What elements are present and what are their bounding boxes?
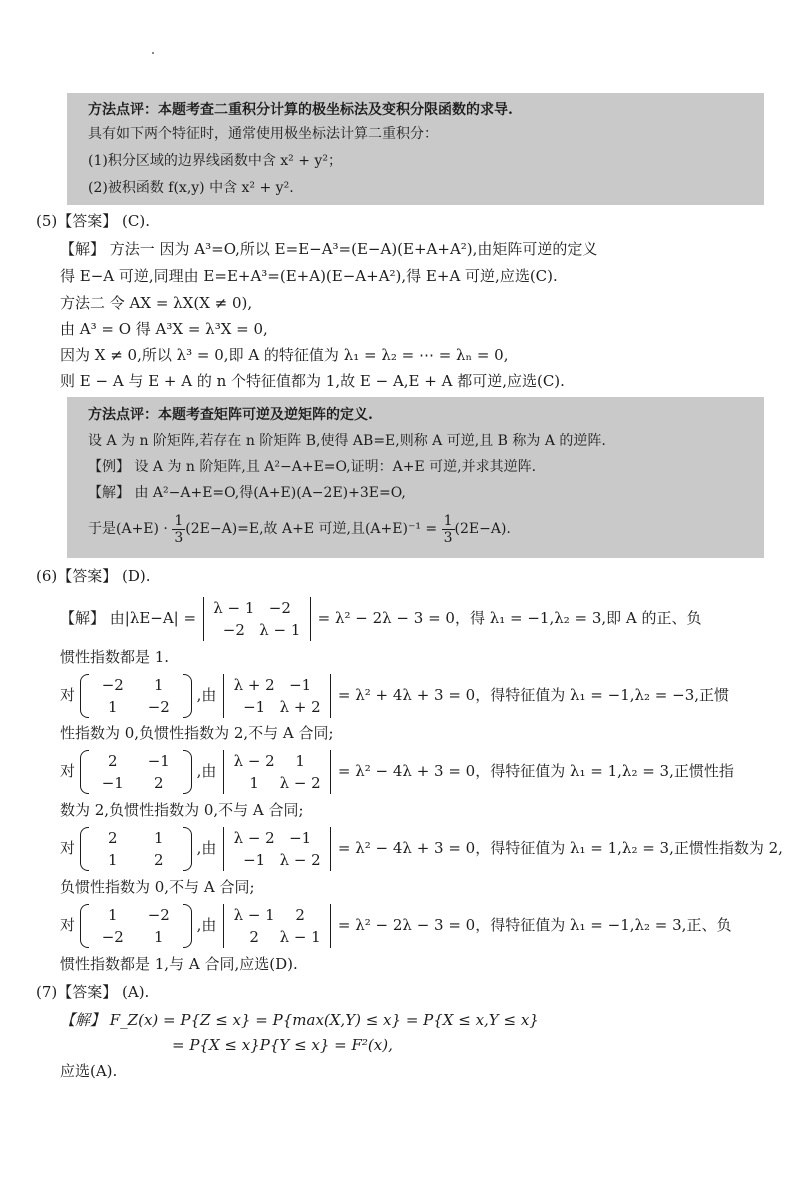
matrix-cell-0-0: 2 (108, 752, 118, 770)
matrix-cell-1-1: 2 (154, 774, 164, 792)
q6-answer: (6)【答案】 (D). (36, 567, 151, 585)
matrix-case2 (80, 750, 192, 794)
box2-example: 【例】 设 A 为 n 阶矩阵,且 A²−A+E=O,证明：A+E 可逆,并求其逆阵. (88, 459, 537, 475)
q5-line6: 则 E − A 与 E + A 的 n 个特征值都为 1,故 E − A,E + A 都可逆,应选(C). (60, 372, 565, 390)
matrix-cell-1-1: 1 (154, 928, 164, 946)
matrix-cell-0-0: λ − 1 (233, 906, 275, 924)
box2-line5 (88, 512, 511, 546)
case2 (60, 750, 734, 794)
det-case2 (221, 750, 333, 794)
box2-line5-a: 于是(A+E) · (88, 521, 173, 537)
case3-text: = λ² − 4λ + 3 = 0，得特征值为 λ₁ = 1,λ₂ = 3,正惯性指数为 2, (337, 839, 783, 857)
box2-solution: 【解】 由 A²−A+E=O,得(A+E)(A−2E)+3E=O, (88, 485, 406, 501)
case1 (60, 674, 729, 718)
fraction-one-third-2 (442, 513, 455, 546)
matrix-cell-1-1: λ − 1 (259, 621, 301, 639)
fraction-one-third (172, 513, 185, 546)
matrix-row-0 (231, 904, 323, 926)
matrix-row-1 (231, 849, 323, 871)
case3-dui: 对 (60, 839, 76, 857)
q6-line1 (60, 597, 702, 641)
matrix-cell-0-1: 1 (154, 676, 164, 694)
matrix-row-1 (90, 772, 182, 794)
matrix-cell-0-1: 2 (295, 906, 305, 924)
matrix-cell-1-0: −1 (243, 851, 266, 869)
matrix-cell-0-1: −2 (147, 906, 170, 924)
case4 (60, 904, 731, 948)
matrix-cell-0-0: λ − 2 (233, 752, 275, 770)
det-case3 (221, 827, 333, 871)
matrix-cell-0-0: λ − 1 (213, 599, 255, 617)
matrix-cell-0-0: 2 (108, 829, 118, 847)
q6-line2: 惯性指数都是 1. (60, 648, 170, 666)
box2-title: 方法点评：本题考查矩阵可逆及逆矩阵的定义. (88, 407, 373, 423)
q5-line5: 因为 X ≠ 0,所以 λ³ = 0,即 A 的特征值为 λ₁ = λ₂ = ⋯ = λₙ = 0, (60, 346, 509, 364)
frac-den-2: 3 (443, 529, 453, 546)
matrix-cell-1-0: 2 (249, 928, 259, 946)
matrix-row-0 (90, 904, 182, 926)
case1-text: = λ² + 4λ + 3 = 0，得特征值为 λ₁ = −1,λ₂ = −3,正惯 (337, 686, 730, 704)
matrix-cell-0-1: −1 (289, 676, 312, 694)
q7-line2: = P{X ≤ x}P{Y ≤ x} = F²(x), (172, 1036, 393, 1054)
box2-line5-b: (2E−A)=E,故 A+E 可逆,且(A+E)⁻¹ = (185, 521, 442, 537)
q6-line1-a: 【解】 由|λE−A| = (60, 609, 197, 627)
case2-text: = λ² − 4λ + 3 = 0，得特征值为 λ₁ = 1,λ₂ = 3,正惯性指 (337, 762, 734, 780)
matrix-cell-1-0: −1 (101, 774, 124, 792)
matrix-cell-0-1: −1 (289, 829, 312, 847)
box2-line5-c: (2E−A). (454, 521, 511, 537)
case3-you: ,由 (196, 839, 217, 857)
matrix-cell-1-1: λ − 2 (279, 851, 321, 869)
matrix-cell-1-0: 1 (108, 698, 118, 716)
matrix-row-1 (90, 926, 182, 948)
matrix-cell-1-0: 1 (249, 774, 259, 792)
matrix-row-1 (211, 619, 303, 641)
frac-num-2: 1 (443, 512, 453, 529)
box1-line3: (1)积分区域的边界线函数中含 x² + y²； (88, 153, 342, 169)
q6-line1-b: = λ² − 2λ − 3 = 0，得 λ₁ = −1,λ₂ = 3,即 A 的正、负 (317, 609, 702, 627)
matrix-row-0 (90, 750, 182, 772)
matrix-case4 (80, 904, 192, 948)
matrix-cell-0-1: 1 (154, 829, 164, 847)
frac-num: 1 (174, 512, 184, 529)
matrix-case1 (80, 674, 192, 718)
matrix-row-1 (231, 926, 323, 948)
matrix-cell-1-0: 1 (108, 851, 118, 869)
matrix-row-1 (231, 772, 323, 794)
matrix-cell-1-0: −1 (243, 698, 266, 716)
case2-dui: 对 (60, 762, 76, 780)
matrix-row-0 (90, 674, 182, 696)
matrix-cell-1-0: −2 (222, 621, 245, 639)
det-case1 (221, 674, 333, 718)
case4-you: ,由 (196, 916, 217, 934)
matrix-cell-0-1: 1 (295, 752, 305, 770)
case4-text: = λ² − 2λ − 3 = 0，得特征值为 λ₁ = −1,λ₂ = 3,正、负 (337, 916, 732, 934)
matrix-cell-1-1: λ − 2 (279, 774, 321, 792)
matrix-cell-0-0: λ − 2 (233, 829, 275, 847)
q5-line2: 得 E−A 可逆,同理由 E=E+A³=(E+A)(E−A+A²),得 E+A 可逆,应选(C). (60, 267, 558, 285)
matrix-cell-0-0: −2 (101, 676, 124, 694)
case3-next: 负惯性指数为 0,不与 A 合同; (60, 878, 255, 896)
matrix-cell-1-1: λ + 2 (279, 698, 321, 716)
matrix-case3 (80, 827, 192, 871)
box1-title: 方法点评：本题考查二重积分计算的极坐标法及变积分限函数的求导. (88, 102, 513, 118)
q7-answer: (7)【答案】 (A). (36, 983, 150, 1001)
box1-line2: 具有如下两个特征时，通常使用极坐标法计算二重积分： (88, 126, 438, 142)
matrix-cell-0-0: λ + 2 (233, 676, 275, 694)
matrix-cell-1-1: −2 (147, 698, 170, 716)
det-q6-main (201, 597, 313, 641)
matrix-cell-1-1: 2 (154, 851, 164, 869)
det-case4 (221, 904, 333, 948)
matrix-cell-0-1: −1 (147, 752, 170, 770)
matrix-cell-0-1: −2 (268, 599, 291, 617)
q5-line4: 由 A³ = O 得 A³X = λ³X = 0, (60, 320, 268, 338)
q7-line1: 【解】 F_Z(x) = P{Z ≤ x} = P{max(X,Y) ≤ x} = P{X ≤ x,Y ≤ x} (60, 1011, 539, 1029)
case4-dui: 对 (60, 916, 76, 934)
case1-dui: 对 (60, 686, 76, 704)
case1-you: ,由 (196, 686, 217, 704)
q5-line1: 【解】 方法一 因为 A³=O,所以 E=E−A³=(E−A)(E+A+A²),由矩阵可逆的定义 (60, 240, 598, 258)
box2-line2: 设 A 为 n 阶矩阵,若存在 n 阶矩阵 B,使得 AB=E,则称 A 可逆,且 B 称为 A 的逆阵. (88, 433, 606, 449)
matrix-row-1 (90, 696, 182, 718)
matrix-row-0 (211, 597, 303, 619)
q5-line3: 方法二 令 AX = λX(X ≠ 0), (60, 294, 253, 312)
q5-answer: (5)【答案】 (C). (36, 212, 150, 230)
matrix-cell-0-0: 1 (108, 906, 118, 924)
matrix-cell-1-1: λ − 1 (279, 928, 321, 946)
case1-next: 性指数为 0,负惯性指数为 2,不与 A 合同; (60, 724, 334, 742)
matrix-row-0 (231, 750, 323, 772)
q7-line3: 应选(A). (60, 1062, 118, 1080)
box1-line4: (2)被积函数 f(x,y) 中含 x² + y². (88, 180, 294, 196)
matrix-cell-1-0: −2 (101, 928, 124, 946)
matrix-row-1 (90, 849, 182, 871)
matrix-row-0 (231, 674, 323, 696)
matrix-row-1 (231, 696, 323, 718)
frac-den: 3 (174, 529, 184, 546)
case2-next: 数为 2,负惯性指数为 0,不与 A 合同; (60, 801, 304, 819)
matrix-row-0 (90, 827, 182, 849)
case4-next: 惯性指数都是 1,与 A 合同,应选(D). (60, 955, 298, 973)
scan-dot (152, 52, 154, 54)
case2-you: ,由 (196, 762, 217, 780)
matrix-row-0 (231, 827, 323, 849)
case3 (60, 827, 783, 871)
